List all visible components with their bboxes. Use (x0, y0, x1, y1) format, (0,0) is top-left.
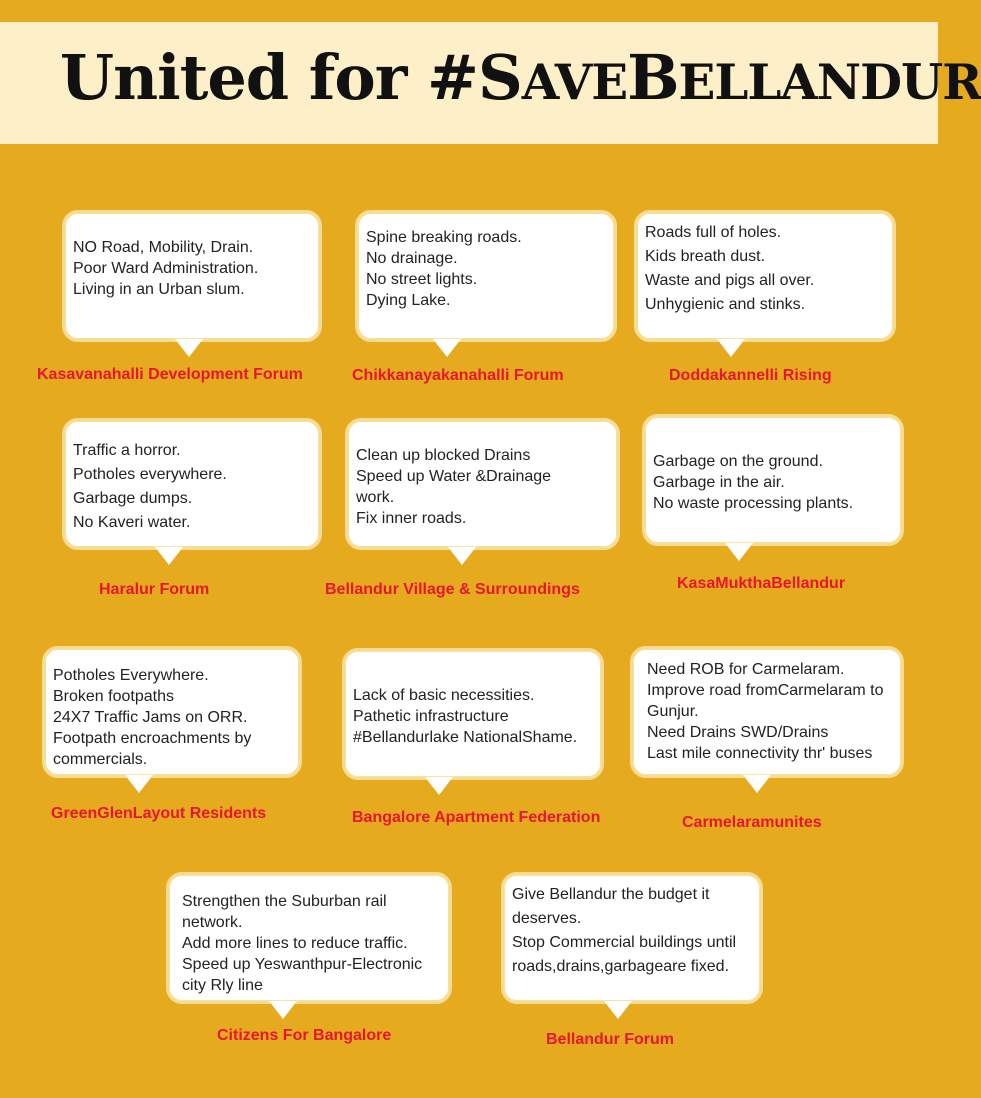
bubble-text-line: Spine breaking roads. (366, 229, 522, 246)
speech-bubble (62, 210, 322, 342)
bubble-text-line: Improve road fromCarmelaram to (647, 682, 884, 699)
bubble-tail (269, 1001, 297, 1019)
forum-name-label: Bangalore Apartment Federation (352, 809, 601, 826)
speech-bubble (345, 418, 620, 550)
bubble-text-line: Garbage in the air. (653, 474, 785, 491)
bubble-text-line: Waste and pigs all over. (645, 272, 815, 289)
bubble-text-line: Gunjur. (647, 703, 699, 720)
bubble-tail (604, 1001, 632, 1019)
bubble-tail (155, 547, 183, 565)
bubble-text-line: Need Drains SWD/Drains (647, 724, 829, 741)
speech-bubble (630, 646, 904, 778)
forum-name-label: Citizens For Bangalore (217, 1027, 392, 1044)
bubble-text-line: Stop Commercial buildings until (512, 934, 737, 951)
speech-bubble (342, 648, 604, 780)
bubble-text-line: network. (182, 914, 243, 931)
forum-name-label: Haralur Forum (99, 581, 210, 598)
bubble-text-line: Living in an Urban slum. (73, 281, 245, 298)
forum-name-label: KasaMukthaBellandur (677, 575, 846, 592)
speech-bubble (62, 418, 322, 550)
bubble-text-line: Last mile connectivity thr' buses (647, 745, 873, 762)
bubble-tail (125, 775, 153, 793)
bubble-text-line: Strengthen the Suburban rail (182, 893, 387, 910)
forum-name-label: Carmelaramunites (682, 814, 822, 831)
forum-name-label: Bellandur Village & Surroundings (325, 581, 580, 598)
bubble-tail (725, 543, 753, 561)
bubble-text-line: No street lights. (366, 271, 478, 288)
bubble-text-line: roads,drains,garbageare fixed. (512, 958, 730, 975)
speech-bubble (501, 872, 763, 1004)
bubble-tail (717, 339, 745, 357)
bubble-text-line: Need ROB for Carmelaram. (647, 661, 845, 678)
bubble-text-line: deserves. (512, 910, 582, 927)
bubble-text-line: #Bellandurlake NationalShame. (353, 729, 578, 746)
forum-name-label: Chikkanayakanahalli Forum (352, 367, 564, 384)
bubble-text-line: Speed up Water &Drainage (356, 468, 552, 485)
bubble-text-line: Traffic a horror. (73, 442, 181, 459)
forum-name-label: Bellandur Forum (546, 1031, 675, 1048)
bubble-text-line: Dying Lake. (366, 292, 451, 309)
bubble-tail (425, 777, 453, 795)
bubble-text-line: Potholes Everywhere. (53, 667, 209, 684)
speech-bubble (642, 414, 904, 546)
bubble-text-line: city Rly line (182, 977, 263, 994)
speech-bubble (634, 210, 896, 342)
bubble-text-line: No waste processing plants. (653, 495, 854, 512)
forum-name-label: Doddakannelli Rising (669, 367, 832, 384)
bubble-text-line: Lack of basic necessities. (353, 687, 535, 704)
bubble-text-line: Fix inner roads. (356, 510, 467, 527)
bubble-text-line: No drainage. (366, 250, 458, 267)
bubble-text-line: commercials. (53, 751, 148, 768)
bubble-text-line: NO Road, Mobility, Drain. (73, 239, 254, 256)
bubble-text-line: Garbage on the ground. (653, 453, 823, 470)
bubble-text-line: Garbage dumps. (73, 490, 193, 507)
speech-bubble (355, 210, 617, 342)
bubble-text-line: Clean up blocked Drains (356, 447, 531, 464)
bubble-text-line: Kids breath dust. (645, 248, 766, 265)
page-title: United for #SAVEBELLANDUR (60, 41, 981, 114)
bubble-tail (743, 775, 771, 793)
bubble-text-line: Unhygienic and stinks. (645, 296, 806, 313)
bubble-text-line: Footpath encroachments by (53, 730, 252, 747)
bubble-text-line: No Kaveri water. (73, 514, 191, 531)
bubble-text-line: Poor Ward Administration. (73, 260, 259, 277)
forum-name-label: Kasavanahalli Development Forum (37, 366, 303, 383)
bubble-text-line: Roads full of holes. (645, 224, 782, 241)
forum-name-label: GreenGlenLayout Residents (51, 805, 267, 822)
bubble-text-line: Speed up Yeswanthpur-Electronic (182, 956, 423, 973)
bubble-text-line: Potholes everywhere. (73, 466, 227, 483)
bubble-text-line: 24X7 Traffic Jams on ORR. (53, 709, 248, 726)
bubble-tail (175, 339, 203, 357)
bubble-text-line: Add more lines to reduce traffic. (182, 935, 408, 952)
bubble-text-line: work. (356, 489, 395, 506)
bubble-tail (448, 547, 476, 565)
speech-bubble (42, 646, 302, 778)
bubble-text-line: Pathetic infrastructure (353, 708, 509, 725)
speech-bubble (166, 872, 452, 1004)
bubble-text-line: Give Bellandur the budget it (512, 886, 710, 903)
bubble-tail (433, 339, 461, 357)
bubble-text-line: Broken footpaths (53, 688, 174, 705)
